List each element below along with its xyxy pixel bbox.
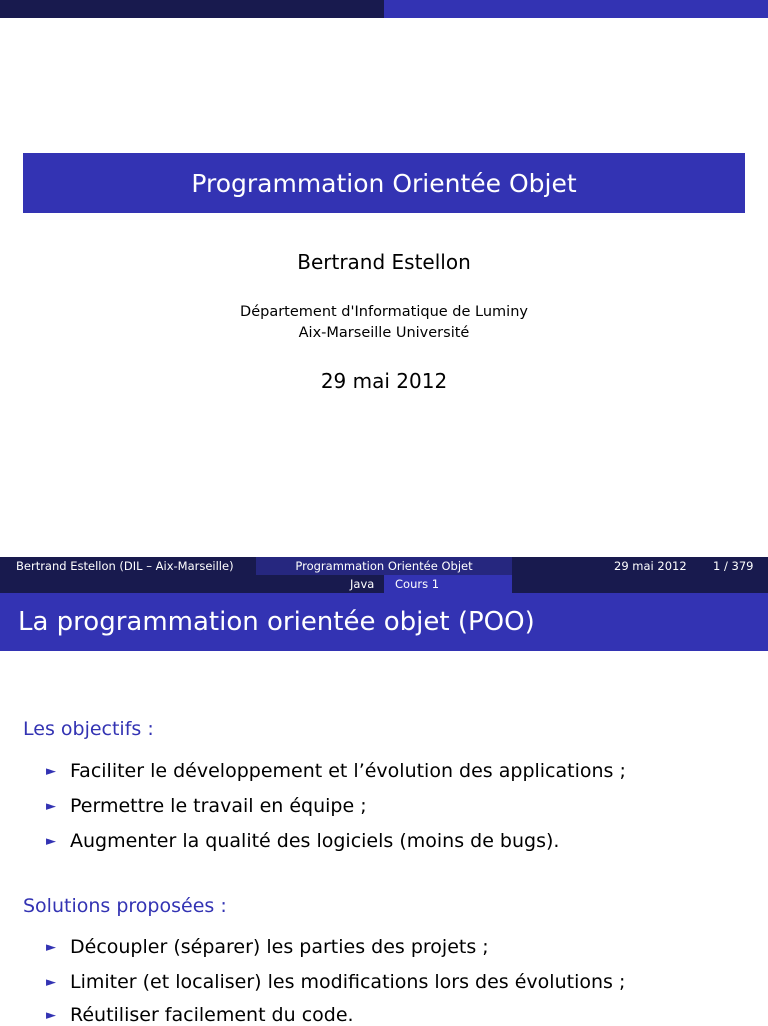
presentation-title: Programmation Orientée Objet <box>191 168 577 198</box>
header-bar <box>0 0 768 18</box>
list-item <box>46 830 559 852</box>
list-item <box>46 936 489 958</box>
footline-author: Bertrand Estellon (DIL – Aix-Marseille) <box>16 559 234 573</box>
header-bar-left <box>0 0 384 18</box>
footline-date: 29 mai 2012 <box>614 559 687 573</box>
bullet-triangle-icon: ► <box>46 1008 56 1023</box>
nav-subsection-cours1[interactable]: Cours 1 <box>384 575 512 593</box>
list-item <box>46 760 626 782</box>
objectives-heading: Les objectifs : <box>23 718 154 740</box>
author-name: Bertrand Estellon <box>297 250 471 274</box>
list-item-text: Limiter (et localiser) les modifications lors des évolutions ; <box>70 971 626 993</box>
list-item-text: Augmenter la qualité des logiciels (moins de bugs). <box>70 830 560 852</box>
footline-page-number: 1 / 379 <box>713 559 754 573</box>
frame-title: La programmation orientée objet (POO) <box>0 593 768 651</box>
bullet-triangle-icon: ► <box>46 975 56 990</box>
presentation-title-box <box>23 153 745 213</box>
bullet-triangle-icon: ► <box>46 834 56 849</box>
list-item <box>46 795 367 817</box>
institute <box>0 302 768 344</box>
list-item <box>46 971 625 993</box>
footline <box>0 557 768 575</box>
list-item-text: Découpler (séparer) les parties des projets ; <box>70 936 489 958</box>
list-item-text: Permettre le travail en équipe ; <box>70 795 367 817</box>
list-item-text: Réutiliser facilement du code. <box>70 1004 354 1026</box>
institute-department: Département d'Informatique de Luminy <box>240 304 528 320</box>
nav-section-java[interactable]: Java <box>350 577 375 591</box>
list-item-text: Faciliter le développement et l’évolution des applications ; <box>70 760 626 782</box>
footline-title: Programmation Orientée Objet <box>256 557 512 575</box>
header-bar-right <box>384 0 768 18</box>
institute-university: Aix-Marseille Université <box>298 325 470 341</box>
bullet-triangle-icon: ► <box>46 764 56 779</box>
navigation-bar <box>0 575 768 593</box>
bullet-triangle-icon: ► <box>46 799 56 814</box>
solutions-heading: Solutions proposées : <box>23 895 227 917</box>
presentation-date: 29 mai 2012 <box>320 369 448 393</box>
bullet-triangle-icon: ► <box>46 940 56 955</box>
list-item <box>46 1004 354 1026</box>
